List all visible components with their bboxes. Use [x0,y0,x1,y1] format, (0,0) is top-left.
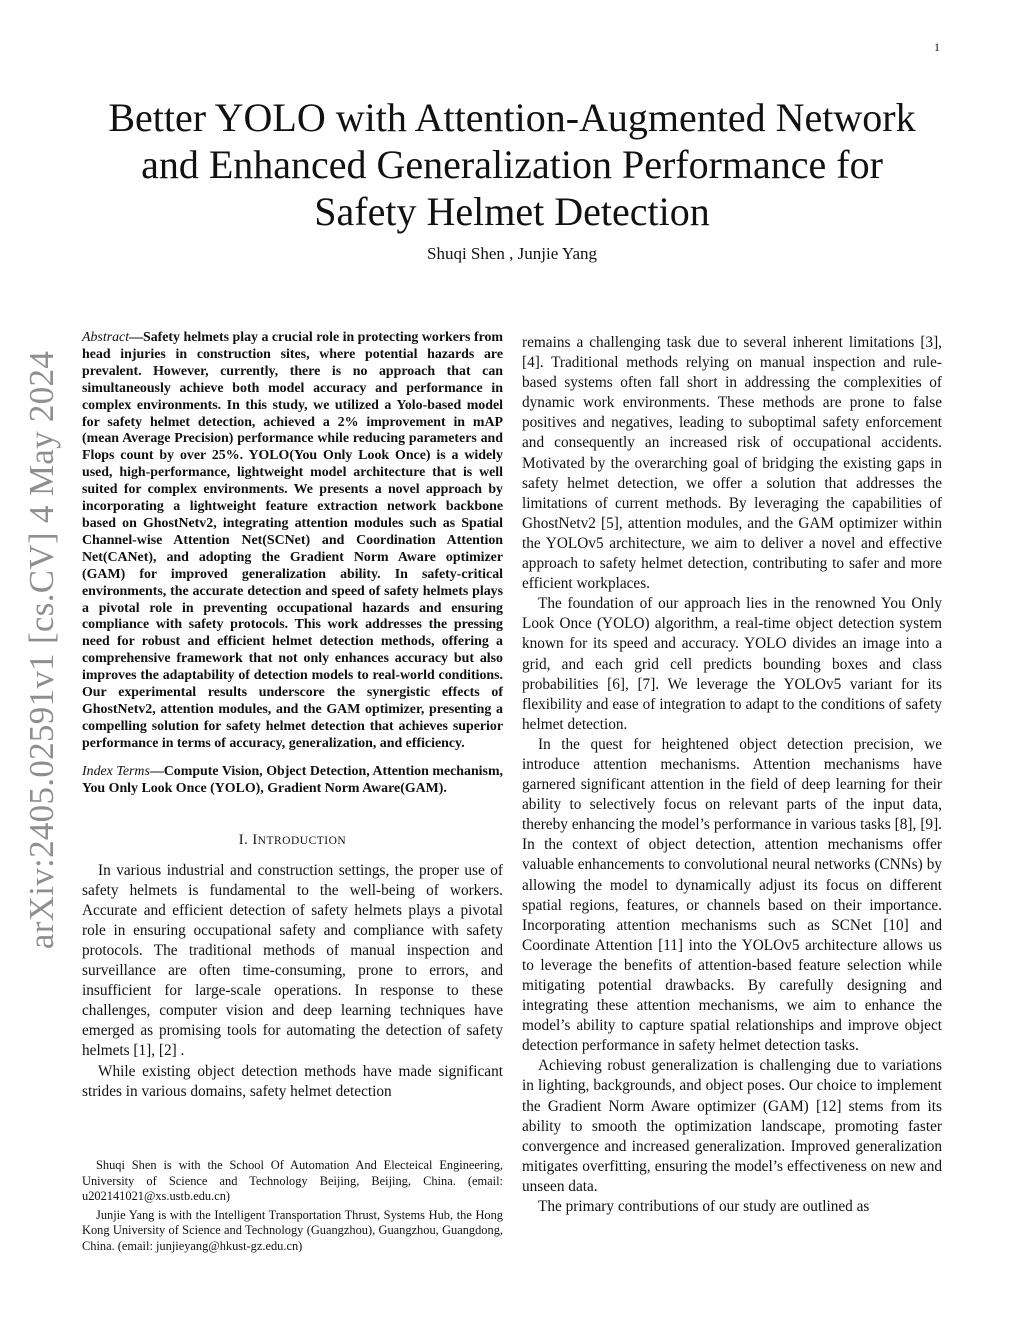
footnotes [82,1158,503,1258]
body-paragraph: remains a challenging task due to several inherent limitations [3], [4]. Traditional methods relying on manual inspection and rule-based systems often fall short in addressing the complexities of dynamic work environments. These methods are prone to false positives and negatives, leading to suboptimal safety enforcement and consequently an increased risk of occupational accidents. Motivated by the overarching goal of bridging the existing gaps in safety helmet detection, we offer a solution that addresses the limitations of current methods. By leveraging the capabilities of GhostNetv2 [5], attention modules, and the GAM optimizer within the YOLOv5 architecture, we aim to deliver a novel and effective approach to safety helmet detection, contributing to safer and more efficient workplaces. [522,334,942,593]
title-line: and Enhanced Generalization Performance for [141,142,883,187]
arxiv-identifier: arXiv:2405.02591v1 [cs.CV] 4 May 2024 [22,350,61,950]
title-line: Better YOLO with Attention-Augmented Network [108,95,916,140]
right-column [522,333,942,1217]
title-line: Safety Helmet Detection [314,189,710,234]
footnote-author-2: Junjie Yang is with the Intelligent Transportation Thrust, Systems Hub, the Hong Kong University of Science and Technology (Guangzhou), Guangzhou, Guangdong, China. (email: junjieyang@hkust-gz.edu.cn) [82,1207,503,1253]
left-column [82,330,503,1102]
index-terms-text: —Compute Vision, Object Detection, Attention mechanism, You Only Look Once (YOLO), Gradient Norm Aware(GAM). [82,763,503,796]
abstract-lead: Abstract [82,330,130,345]
section-heading-introduction: I. INTRODUCTION [238,832,347,849]
page-number: 1 [934,40,940,54]
body-paragraph: The foundation of our approach lies in the renowned You Only Look Once (YOLO) algorithm, a real-time object detection system known for its speed and accuracy. YOLO divides an image into a grid, and each grid cell predicts bounding boxes and class probabilities [6], [7]. We leverage the YOLOv5 variant for its flexibility and ease of integration to adapt to the conditions of safety helmet detection. [522,595,942,733]
abstract [82,330,503,753]
footnote-author-1: Shuqi Shen is with the School Of Automation And Electeical Engineering, University of Science and Technology Beijing, Beijing, China. (email: u202141021@xs.ustb.edu.cn) [82,1158,503,1204]
body-paragraph: In various industrial and construction settings, the proper use of safety helmets is fundamental to the well-being of workers. Accurate and efficient detection of safety helmets plays a pivotal role in ensuring occupational safety and compliance with safety protocols. The traditional methods of manual inspection and surveillance are often time-consuming, prone to errors, and insufficient for large-scale operations. In response to these challenges, computer vision and deep learning techniques have emerged as promising tools for automating the detection of safety helmets [1], [2] . [82,861,503,1060]
author-list: Shuqi Shen , Junjie Yang [426,244,598,263]
index-terms [82,764,503,798]
body-paragraph: While existing object detection methods have made significant strides in various domains, safety helmet detection [82,1062,503,1100]
body-paragraph: The primary contributions of our study are outlined as [538,1198,870,1216]
paper-title [80,94,944,235]
index-terms-lead: Index Terms [82,763,150,779]
body-paragraph: In the quest for heightened object detection precision, we introduce attention mechanisms. Attention mechanisms have garnered significant attention in the field of deep learning for their ability to selectively focus on relevant parts of the input data, thereby enhancing the model’s performance in various tasks [8], [9]. In the context of object detection, attention mechanisms offer valuable enhancements to convolutional neural networks (CNNs) by allowing the model to dynamically adjust its focus on different spatial regions, features, or channels based on their importance. Incorporating attention mechanisms such as SCNet [10] and Coordinate Attention [11] into the YOLOv5 architecture allows us to leverage the benefits of attention-based feature selection while mitigating potential drawbacks. By carefully designing and integrating these attention mechanisms, we aim to enhance the model’s ability to capture spatial relationships and improve object detection performance in safety helmet detection tasks. [522,735,942,1055]
abstract-text: —Safety helmets play a crucial role in protecting workers from head injuries in construction sites, where potential hazards are prevalent. However, currently, there is no approach that can simultaneously achieve both model accuracy and performance in complex environments. In this study, we utilized a Yolo-based model for safety helmet detection, achieved a 2% improvement in mAP (mean Average Precision) performance while reducing parameters and Flops count by over 25%. YOLO(You Only Look Once) is a widely used, high-performance, lightweight model architecture that is well suited for complex environments. We presents a novel approach by incorporating a lightweight feature extraction network backbone based on GhostNetv2, integrating attention modules such as Spatial Channel-wise Attention Net(SCNet) and Coordination Attention Net(CANet), and adopting the Gradient Norm Aware optimizer (GAM) for improved generalization ability. In safety-critical environments, the accurate detection and speed of safety helmets plays a pivotal role in preventing occupational hazards and ensuring compliance with safety protocols. This work addresses the pressing need for robust and efficient helmet detection methods, offering a comprehensive framework that not only enhances accuracy but also improves the adaptability of detection models to real-world conditions. Our experimental results underscore the synergistic effects of GhostNetv2, attention modules, and the GAM optimizer, presenting a compelling solution for safety helmet detection that achieves superior performance in terms of accuracy, generalization, and efficiency. [82,330,503,751]
body-paragraph: Achieving robust generalization is challenging due to variations in lighting, backgrounds, and object poses. Our choice to implement the Gradient Norm Aware optimizer (GAM) [12] stems from its ability to smooth the optimization landscape, promoting faster convergence and increased generalization. Improved generalization mitigates overfitting, ensuring the model’s effectiveness on new and unseen data. [522,1057,942,1195]
arxiv-sidebar [12,340,72,960]
